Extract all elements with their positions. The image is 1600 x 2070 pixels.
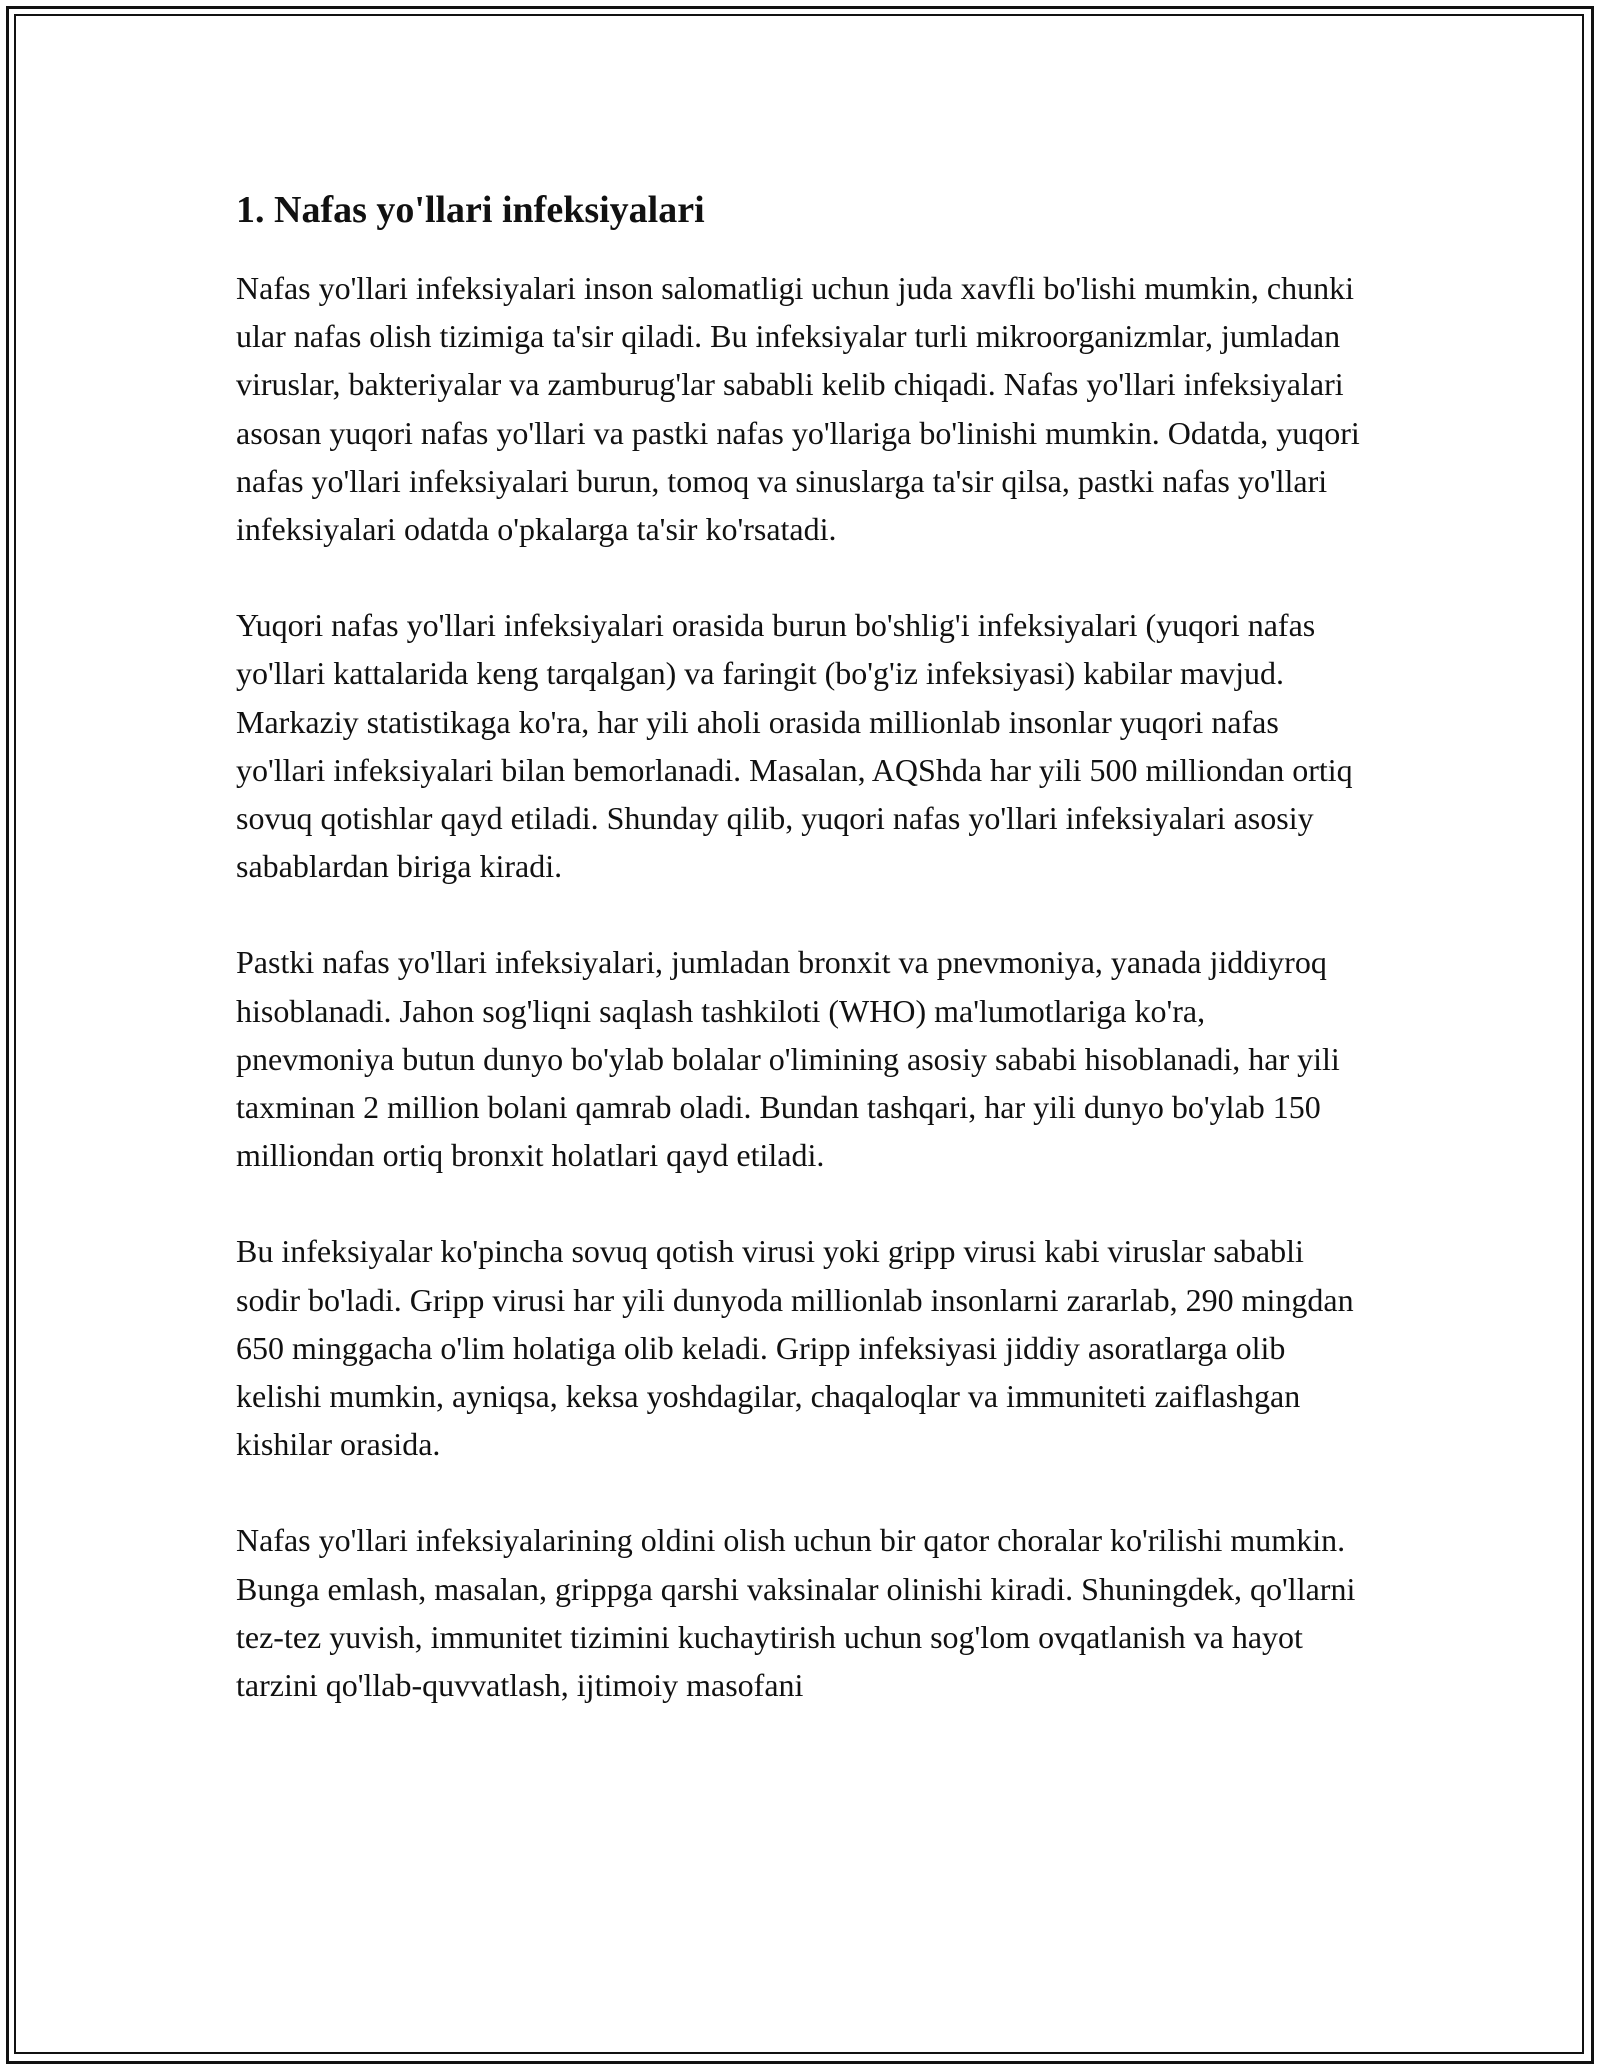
- paragraph-intro: Nafas yo'llari infeksiyalari inson salomatligi uchun juda xavfli bo'lishi mumkin, chunki ular nafas olish tizimiga ta'sir qiladi. Bu infeksiyalar turli mikroorganizmlar, jumladan viruslar, bakteriyalar va zamburug'lar sababli kelib chiqadi. Nafas yo'llari infeksiyalari asosan yuqori nafas yo'llari va pastki nafas yo'llariga bo'linishi mumkin. Odatda, yuqori nafas yo'llari infeksiyalari burun, tomoq va sinuslarga ta'sir qilsa, pastki nafas yo'llari infeksiyalari odatda o'pkalarga ta'sir ko'rsatadi.: [236, 270, 1360, 548]
- section-heading: 1. Nafas yo'llari infeksiyalari: [236, 189, 705, 231]
- paragraph-lower-respiratory: Pastki nafas yo'llari infeksiyalari, jumladan bronxit va pnevmoniya, yanada jiddiyroq hisoblanadi. Jahon sog'liqni saqlash tashkiloti (WHO) ma'lumotlariga ko'ra, pnevmoniya butun dunyo bo'ylab bolalar o'limining asosiy sababi hisoblanadi, har yili taxminan 2 million bolani qamrab oladi. Bundan tashqari, har yili dunyo bo'ylab 150 milliondan ortiq bronxit holatlari qayd etiladi.: [236, 944, 1340, 1174]
- document-body: [236, 186, 1366, 1757]
- paragraph-prevention: Nafas yo'llari infeksiyalarining oldini olish uchun bir qator choralar ko'rilishi mumkin. Bunga emlash, masalan, grippga qarshi vaksinalar olinishi kiradi. Shuningdek, qo'llarni tez-tez yuvish, immunitet tizimini kuchaytirish uchun sog'lom ovqatlanish va hayot tarzini qo'llab-quvvatlash, ijtimoiy masofani: [236, 1522, 1356, 1704]
- paragraph-viruses: Bu infeksiyalar ko'pincha sovuq qotish virusi yoki gripp virusi kabi viruslar sababli sodir bo'ladi. Gripp virusi har yili dunyoda millionlab insonlarni zararlab, 290 mingdan 650 minggacha o'lim holatiga olib keladi. Gripp infeksiyasi jiddiy asoratlarga olib kelishi mumkin, ayniqsa, keksa yoshdagilar, chaqaloqlar va immuniteti zaiflashgan kishilar orasida.: [236, 1233, 1354, 1463]
- paragraph-upper-respiratory: Yuqori nafas yo'llari infeksiyalari orasida burun bo'shlig'i infeksiyalari (yuqori nafas yo'llari kattalarida keng tarqalgan) va faringit (bo'g'iz infeksiyasi) kabilar mavjud. Markaziy statistikaga ko'ra, har yili aholi orasida millionlab insonlar yuqori nafas yo'llari infeksiyalari bilan bemorlanadi. Masalan, AQShda har yili 500 milliondan ortiq sovuq qotishlar qayd etiladi. Shunday qilib, yuqori nafas yo'llari infeksiyalari asosiy sabablardan biriga kiradi.: [236, 607, 1353, 885]
